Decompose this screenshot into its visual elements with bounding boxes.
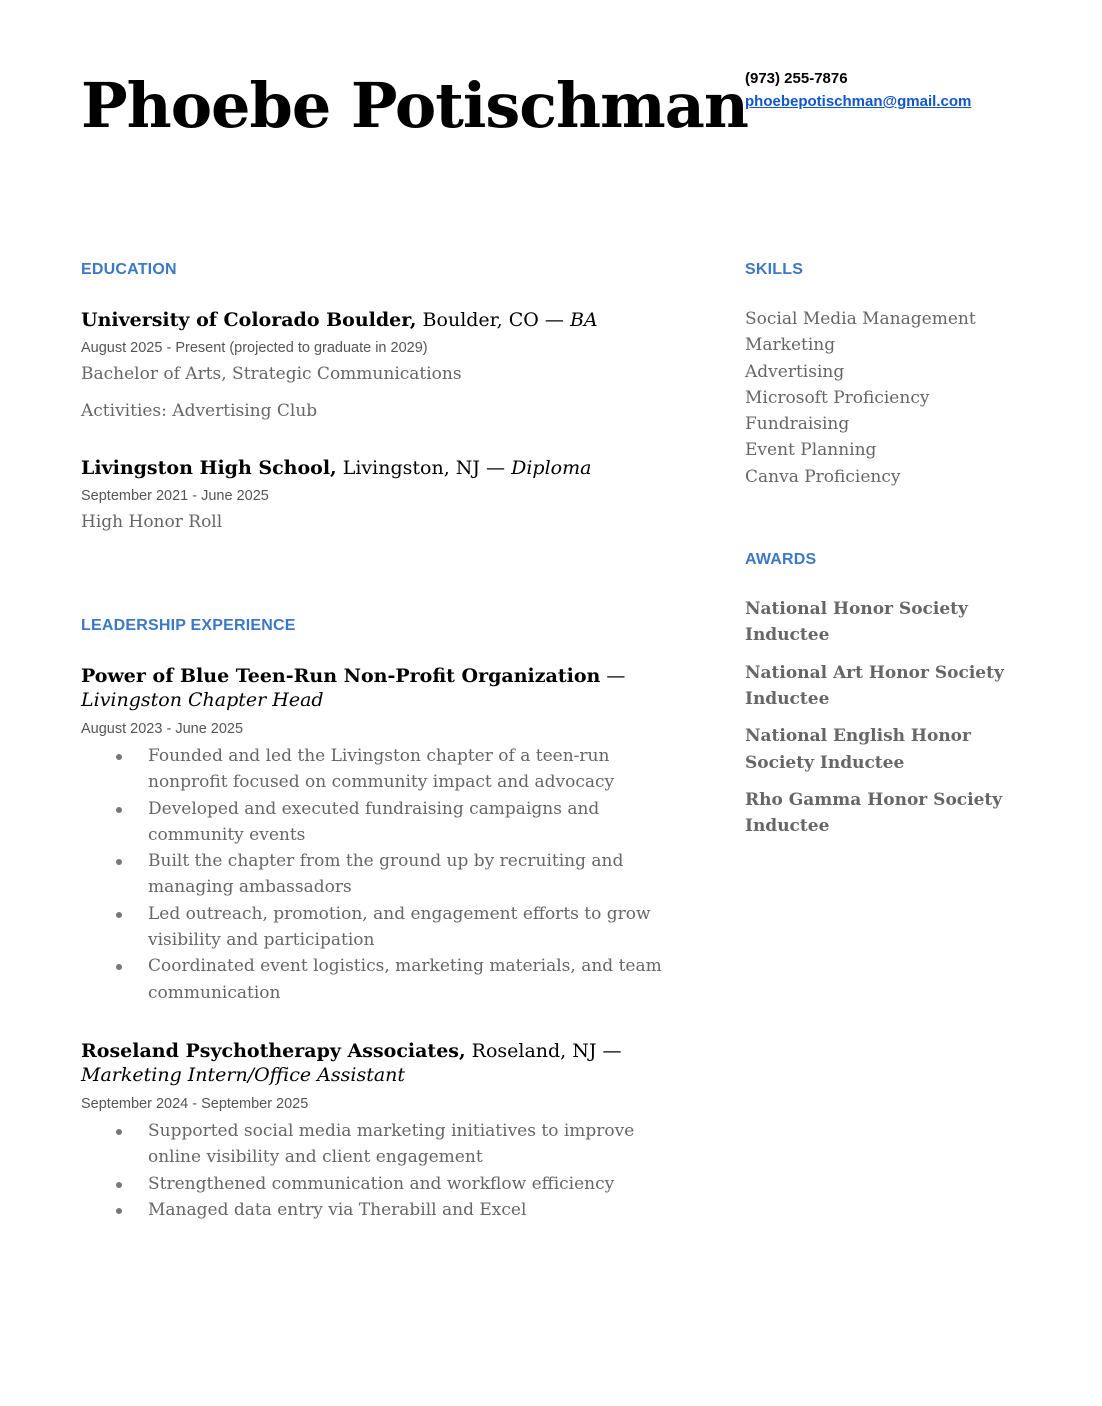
list-item: Managed data entry via Therabill and Excel <box>81 1197 678 1223</box>
bullet-list <box>81 1118 736 1223</box>
entry-date: September 2024 - September 2025 <box>81 1095 309 1112</box>
skill-item: Social Media Management <box>745 309 976 329</box>
entry-date: September 2021 - June 2025 <box>81 488 269 504</box>
skills-list <box>745 306 1005 490</box>
award-item: National Honor Society Inductee <box>745 599 968 646</box>
contact-block <box>745 67 971 113</box>
list-item: Built the chapter from the ground up by recruiting and managing ambassadors <box>81 848 678 901</box>
entry-detail: High Honor Roll <box>81 512 223 532</box>
entry-role: Marketing Intern/Office Assistant <box>81 1063 406 1086</box>
entry-org: Livingston High School, <box>81 457 337 479</box>
resume-name: Phoebe Potischman <box>81 69 748 142</box>
list-item: Coordinated event logistics, marketing materials, and team communication <box>81 953 678 1006</box>
skill-item: Fundraising <box>745 414 850 435</box>
entry-org: Power of Blue Teen-Run Non-Profit Organization <box>81 665 601 687</box>
email-link[interactable]: phoebepotischman@gmail.com <box>745 93 972 110</box>
entry-location: Roseland, NJ — <box>465 1039 622 1062</box>
award-item: Rho Gamma Honor Society Inductee <box>745 789 1003 837</box>
right-column <box>745 258 1005 850</box>
entry-role: BA <box>569 309 598 331</box>
skills-heading: SKILLS <box>745 261 804 278</box>
education-heading: EDUCATION <box>81 261 177 278</box>
skill-item: Microsoft Proficiency <box>745 387 930 408</box>
education-entry <box>81 308 736 424</box>
list-item: Supported social media marketing initiatives to improve online visibility and client engagement <box>81 1118 678 1171</box>
entry-org: Roseland Psychotherapy Associates, <box>81 1039 466 1062</box>
entry-heading <box>81 1039 736 1087</box>
experience-entry <box>81 664 736 1006</box>
entry-date: August 2025 - Present (projected to graduate in 2029) <box>81 340 428 356</box>
awards-list <box>745 596 1005 839</box>
award-item: National English Honor Society Inductee <box>745 726 971 773</box>
list-item: Led outreach, promotion, and engagement efforts to grow visibility and participation <box>81 901 678 954</box>
entry-org: University of Colorado Boulder, <box>81 309 417 331</box>
entry-location: Livingston, NJ — <box>336 457 512 479</box>
entry-location: Boulder, CO — <box>416 309 570 331</box>
experience-entry <box>81 1039 736 1223</box>
entry-date: August 2023 - June 2025 <box>81 721 244 737</box>
left-column <box>81 258 736 1223</box>
skill-item: Event Planning <box>745 440 877 461</box>
award-item: National Art Honor Society Inductee <box>745 662 1004 709</box>
education-entry <box>81 456 736 535</box>
skill-item: Marketing <box>745 335 836 356</box>
entry-heading <box>81 664 736 712</box>
phone-number: (973) 255-7876 <box>745 70 848 87</box>
entry-location: — <box>600 665 626 687</box>
entry-role: Livingston Chapter Head <box>81 689 324 711</box>
list-item: Developed and executed fundraising campaigns and community events <box>81 796 678 849</box>
entry-role: Diploma <box>511 457 592 479</box>
awards-heading: AWARDS <box>745 551 817 569</box>
skill-item: Canva Proficiency <box>745 466 901 487</box>
list-item: Strengthened communication and workflow efficiency <box>81 1171 678 1197</box>
list-item: Founded and led the Livingston chapter of a teen-run nonprofit focused on community impact and advocacy <box>81 743 678 796</box>
entry-detail: Bachelor of Arts, Strategic Communications <box>81 364 462 384</box>
leadership-heading: LEADERSHIP EXPERIENCE <box>81 617 296 634</box>
bullet-list <box>81 743 736 1006</box>
entry-detail: Activities: Advertising Club <box>81 401 318 421</box>
entry-heading <box>81 308 736 332</box>
skill-item: Advertising <box>745 361 845 382</box>
entry-heading <box>81 456 736 480</box>
